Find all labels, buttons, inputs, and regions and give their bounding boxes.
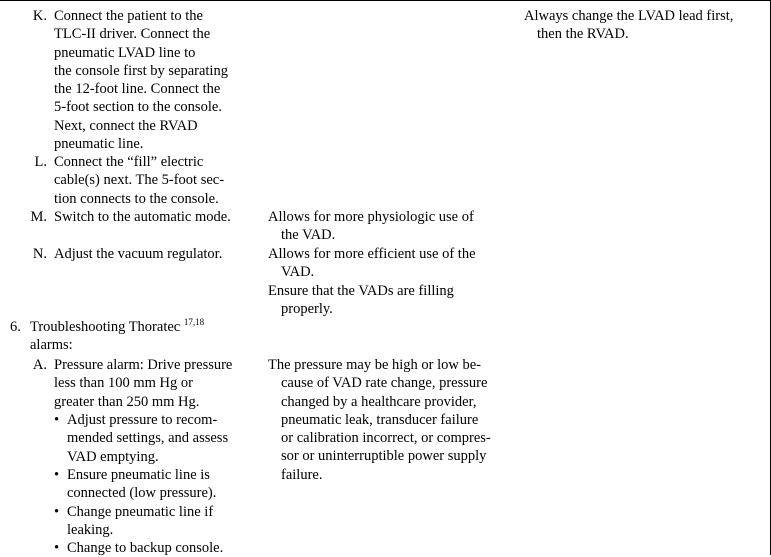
rationale-line: or calibration incorrect, or compres- — [281, 430, 491, 447]
step-n-label: N. — [32, 246, 47, 262]
rationale-line: properly. — [281, 300, 333, 317]
section-6-number: 6. — [10, 319, 21, 335]
step-l-line: cable(s) next. The 5-foot sec- — [54, 172, 225, 189]
rationale-line: Allows for more efficient use of the — [268, 246, 476, 262]
rationale-line: Allows for more physiologic use of — [268, 209, 474, 225]
step-a-line: greater than 250 mm Hg. — [54, 393, 200, 410]
rationale-line: VAD. — [281, 264, 315, 281]
citation-superscript: 17,18 — [183, 317, 205, 327]
step-k-line: Next, connect the RVAD — [54, 117, 198, 134]
step-k-line: the console first by separating — [54, 62, 228, 79]
rationale-line: sor or uninterruptible power supply — [281, 448, 487, 465]
step-n-rationale — [268, 245, 476, 318]
rationale-line: the VAD. — [281, 227, 336, 244]
bullet-line: VAD emptying. — [67, 448, 159, 465]
step-a-line: less than 100 mm Hg or — [54, 375, 193, 392]
bullet-marker: • — [54, 540, 60, 556]
step-k-line: pneumatic line. — [54, 136, 144, 153]
step-l-line: Connect the “fill” electric — [54, 154, 204, 170]
bullet-line: Adjust pressure to recom- — [67, 412, 218, 428]
rationale-line: changed by a healthcare provider, — [281, 393, 477, 410]
step-a-rationale — [268, 356, 491, 484]
section-6-title: Troubleshooting Thoratec — [30, 319, 181, 335]
rationale-line: failure. — [281, 466, 323, 483]
bullet-line: leaking. — [67, 522, 114, 539]
step-k-line: the 12-foot line. Connect the — [54, 81, 221, 98]
bullet-marker: • — [54, 504, 60, 520]
bullet-line: Change pneumatic line if — [67, 504, 214, 520]
step-a-line: Pressure alarm: Drive pressure — [54, 357, 233, 373]
step-k-line: 5-foot section to the console. — [54, 99, 222, 116]
step-m-rationale — [268, 208, 474, 245]
step-m-label: M. — [30, 209, 47, 225]
bullet-line: connected (low pressure). — [67, 485, 217, 502]
rationale-line: Ensure that the VADs are filling — [268, 282, 454, 299]
bullet-line: Change to backup console. — [67, 540, 224, 556]
step-m-line: Switch to the automatic mode. — [54, 209, 231, 225]
section-6-title-cont: alarms: — [30, 337, 73, 354]
step-k-line: Connect the patient to the — [54, 8, 203, 24]
step-k-line: TLC-II driver. Connect the — [54, 26, 211, 43]
step-k-line: pneumatic LVAD line to — [54, 44, 196, 61]
rationale-line: pneumatic leak, transducer failure — [281, 411, 479, 428]
bullet-marker: • — [54, 412, 60, 428]
section-6-title-line — [30, 318, 204, 336]
bullet-marker: • — [54, 467, 60, 483]
note-line: then the RVAD. — [537, 26, 629, 43]
rationale-line: The pressure may be high or low be- — [268, 357, 482, 373]
step-l-label: L. — [34, 154, 47, 170]
step-n-line: Adjust the vacuum regulator. — [54, 246, 223, 262]
note-line: Always change the LVAD lead first, — [524, 8, 734, 24]
bullet-line: Ensure pneumatic line is — [67, 467, 210, 483]
step-l-line: tion connects to the console. — [54, 190, 219, 207]
bullet-line: mended settings, and assess — [67, 430, 229, 447]
step-k-label: K. — [32, 8, 47, 24]
step-a-label: A. — [32, 357, 47, 373]
step-k-note — [524, 7, 733, 44]
rationale-line: cause of VAD rate change, pressure — [281, 375, 488, 392]
